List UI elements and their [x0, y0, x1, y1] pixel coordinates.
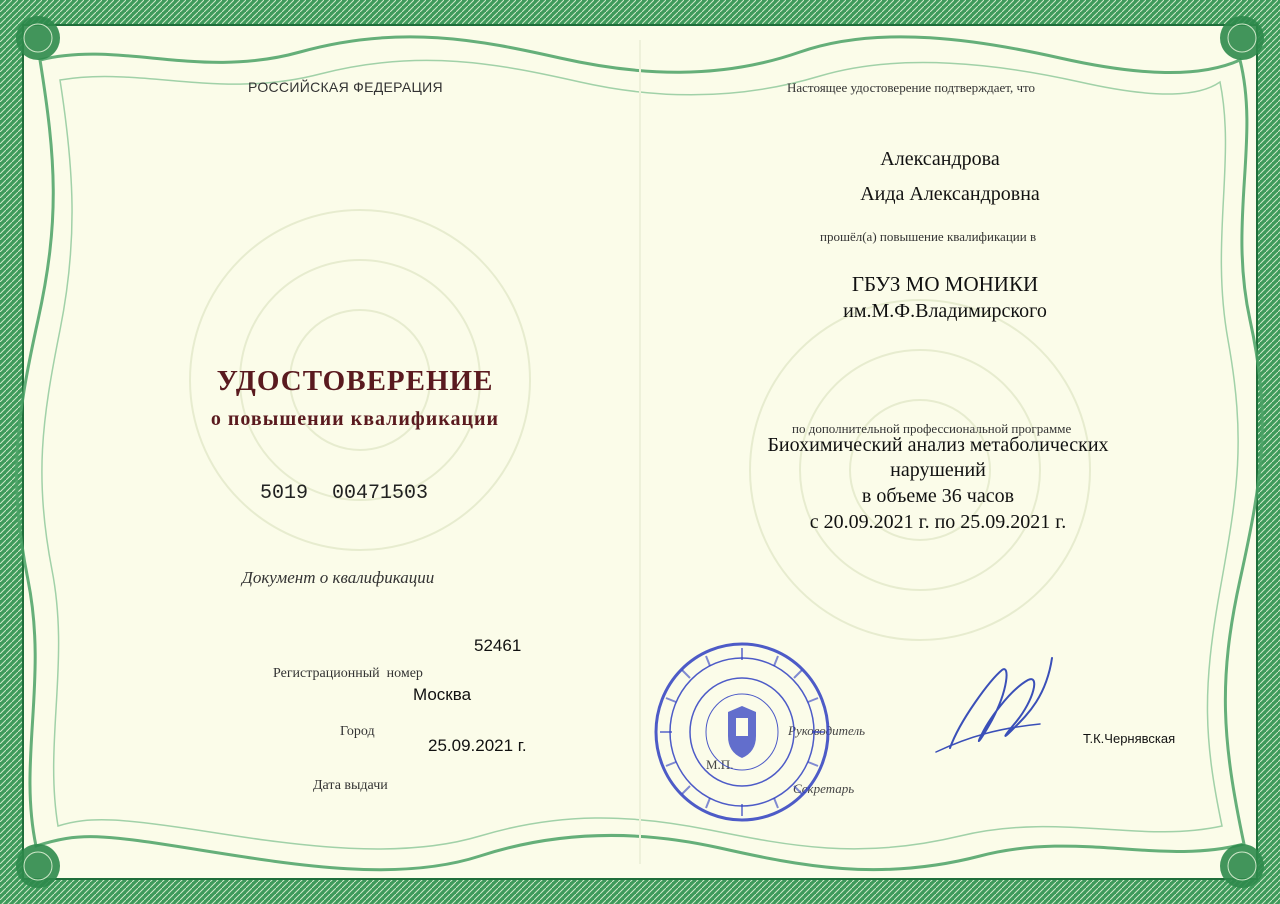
program-title-line1: Биохимический анализ метаболических — [767, 434, 1109, 456]
serial-number: 5019 00471503 — [260, 482, 429, 505]
training-passed-label: прошёл(а) повышение квалификации в — [820, 229, 1037, 244]
registration-number-label: Регистрационный номер — [273, 666, 423, 681]
secretary-label: Секретарь — [793, 781, 855, 796]
document-subtitle: о повышении квалификации — [210, 408, 500, 430]
certifies-intro: Настоящее удостоверение подтверждает, что — [787, 80, 1036, 95]
program-period: с 20.09.2021 г. по 25.09.2021 г. — [809, 511, 1067, 533]
city-label: Город — [340, 724, 375, 739]
document-title: УДОСТОВЕРЕНИЕ — [216, 365, 494, 397]
qualification-doc-label: Документ о квалификации — [242, 568, 435, 587]
seal-place-label: М.П. — [706, 757, 734, 772]
program-intro: по дополнительной профессиональной программе — [792, 421, 1072, 436]
program-title-line2: нарушений — [890, 459, 986, 481]
registration-number-value: 52461 — [474, 636, 522, 655]
city-value: Москва — [413, 685, 472, 704]
holder-surname: Александрова — [880, 148, 1000, 170]
head-name: Т.К.Чернявская — [1083, 731, 1176, 746]
head-label: Руководитель — [788, 723, 866, 738]
organization-name-line2: им.М.Ф.Владимирского — [843, 300, 1047, 322]
holder-given-names: Аида Александровна — [860, 183, 1040, 205]
program-hours: в объеме 36 часов — [861, 485, 1015, 507]
organization-name: ГБУЗ МО МОНИКИ — [851, 272, 1039, 296]
issue-date-label: Дата выдачи — [313, 778, 388, 793]
country-label: РОССИЙСКАЯ ФЕДЕРАЦИЯ — [248, 79, 443, 95]
round-seal-icon — [652, 640, 832, 825]
signature-icon — [930, 650, 1060, 760]
issue-date-value: 25.09.2021 г. — [428, 736, 527, 755]
